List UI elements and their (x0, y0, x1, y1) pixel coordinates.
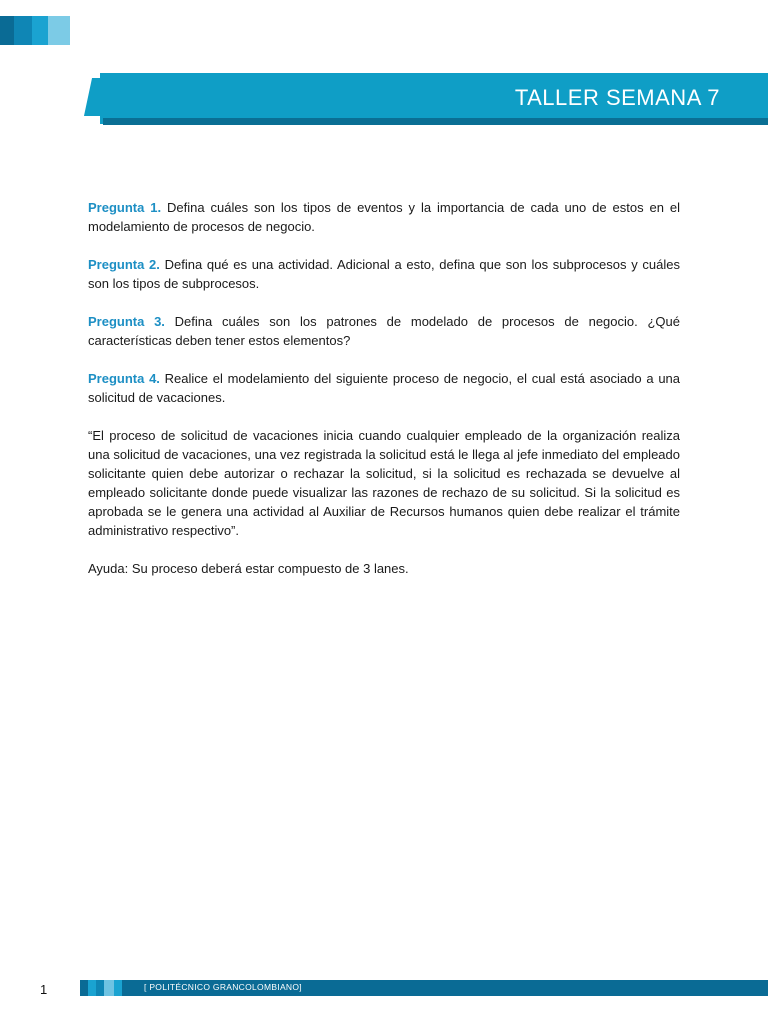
question-label: Pregunta 3. (88, 314, 165, 329)
decor-block (104, 980, 114, 996)
decor-block (114, 980, 122, 996)
question-2 (88, 255, 680, 293)
question-4 (88, 369, 680, 407)
decor-block (80, 980, 88, 996)
banner-shadow (103, 118, 768, 125)
page-number: 1 (40, 982, 48, 997)
question-label: Pregunta 1. (88, 200, 162, 215)
institution-name: [ POLITÉCNICO GRANCOLOMBIANO] (144, 982, 302, 992)
question-text: Defina qué es una actividad. Adicional a esto, defina que son los subprocesos y cuáles son los tipos de subprocesos. (88, 257, 680, 291)
decor-square (14, 16, 32, 45)
question-text: Defina cuáles son los tipos de eventos y la importancia de cada uno de estos en el modelamiento de procesos de negocio. (88, 200, 680, 234)
footer-decoration (80, 980, 122, 996)
decor-square (32, 16, 48, 45)
question-3 (88, 312, 680, 350)
process-description: “El proceso de solicitud de vacaciones inicia cuando cualquier empleado de la organización realiza una solicitud de vacaciones, una vez registrada la solicitud está le llega al jefe inmediato del empleado solicitante quien debe autorizar o rechazar la solicitud, si la solicitud es rechazada se devuelve al empleado solicitante donde puede visualizar las razones de rechazo de su solicitud. Si la solicitud es aprobada se le genera una actividad al Auxiliar de Recursos humanos quien debe realizar el trámite administrativo respectivo”. (88, 428, 680, 538)
question-text: Realice el modelamiento del siguiente proceso de negocio, el cual está asociado a una solicitud de vacaciones. (88, 371, 681, 405)
question-text: Defina cuáles son los patrones de modelado de procesos de negocio. ¿Qué características deben tener estos elementos? (88, 314, 680, 348)
question-label: Pregunta 4. (88, 371, 160, 386)
question-1 (88, 198, 680, 236)
page-title: TALLER SEMANA 7 (514, 85, 720, 110)
decor-square (0, 16, 14, 45)
corner-decoration (0, 16, 70, 45)
decor-block (88, 980, 96, 996)
decor-block (96, 980, 104, 996)
help-note: Ayuda: Su proceso deberá estar compuesto de 3 lanes. (88, 561, 409, 576)
question-label: Pregunta 2. (88, 257, 160, 272)
decor-square (48, 16, 70, 45)
document-body (88, 198, 680, 597)
